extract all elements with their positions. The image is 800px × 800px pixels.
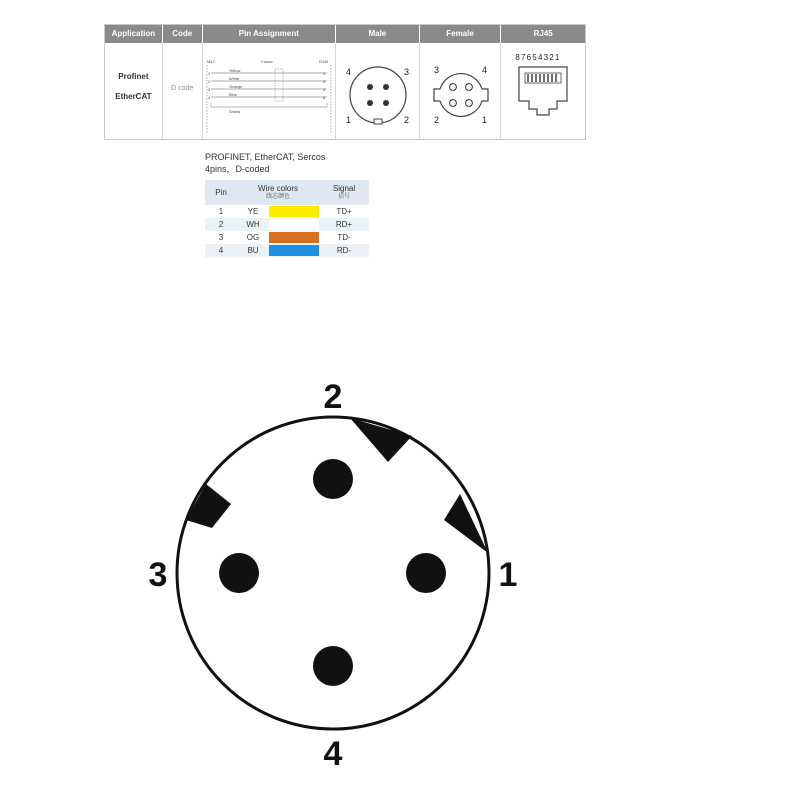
left-pin-1: 1 bbox=[207, 71, 210, 76]
header-wire-cn: 线芯颜色 bbox=[265, 193, 290, 200]
row-signal: TD+ bbox=[319, 205, 369, 218]
protocols-text: PROFINET, EtherCAT, Sercos bbox=[205, 152, 326, 162]
male-label-4: 4 bbox=[346, 67, 352, 77]
pin-label-2: 2 bbox=[323, 378, 343, 416]
header-male: Male bbox=[336, 25, 420, 43]
row-color-code: WH bbox=[237, 218, 269, 231]
pin-label-3: 3 bbox=[148, 556, 168, 594]
row-color-code: BU bbox=[237, 244, 269, 257]
male-label-2: 2 bbox=[404, 115, 410, 125]
pin-2-contact bbox=[313, 459, 353, 499]
left-pin-2: 2 bbox=[207, 79, 210, 84]
wire-label-blue: Blue bbox=[228, 92, 237, 97]
code-cell: D code bbox=[163, 43, 203, 139]
pin-label-4: 4 bbox=[323, 735, 343, 773]
right-pin-6: 6 bbox=[322, 95, 325, 100]
header-pin: Pin bbox=[205, 180, 237, 205]
wire-label-yellow: Yellow bbox=[228, 68, 241, 73]
right-pin-2: 2 bbox=[322, 79, 325, 84]
male-label-3: 3 bbox=[404, 67, 410, 77]
right-pin-3: 3 bbox=[322, 87, 325, 92]
wire-label-white: White bbox=[228, 76, 239, 81]
left-pin-3: 3 bbox=[207, 87, 210, 92]
left-pin-4: 4 bbox=[207, 95, 210, 100]
row-pin: 1 bbox=[205, 205, 237, 218]
row-pin: 3 bbox=[205, 231, 237, 244]
header-code: Code bbox=[163, 25, 203, 43]
header-pin-assignment: Pin Assignment bbox=[203, 25, 336, 43]
pin-3-contact bbox=[219, 553, 259, 593]
right-pin-1: 1 bbox=[322, 71, 325, 76]
header-application: Application bbox=[105, 25, 163, 43]
wire-label-orange: Orange bbox=[228, 84, 242, 89]
application-profinet: Profinet bbox=[118, 72, 149, 81]
header-female: Female bbox=[420, 25, 502, 43]
female-label-3: 3 bbox=[433, 65, 439, 75]
application-ethercat: EtherCAT bbox=[115, 92, 152, 101]
pin-4-contact bbox=[313, 646, 353, 686]
row-signal: TD- bbox=[319, 231, 369, 244]
coding-text: 4pins，D-coded bbox=[205, 164, 270, 174]
pin-label-1: 1 bbox=[498, 556, 518, 594]
row-pin: 2 bbox=[205, 218, 237, 231]
female-label-1: 1 bbox=[481, 115, 487, 125]
wiring-right-label: RJ45 bbox=[318, 59, 328, 64]
row-pin: 4 bbox=[205, 244, 237, 257]
header-rj45: RJ45 bbox=[533, 29, 553, 38]
female-label-4: 4 bbox=[481, 65, 487, 75]
shield-label: Shield bbox=[228, 109, 240, 114]
pin-1-contact bbox=[406, 553, 446, 593]
rj45-pin-numbers: 87654321 bbox=[515, 53, 561, 62]
header-signal-en: Signal bbox=[332, 183, 356, 193]
wiring-middle-label: Colour bbox=[260, 59, 273, 64]
header-wire-en: Wire colors bbox=[257, 183, 298, 193]
row-signal: RD+ bbox=[319, 218, 369, 231]
wiring-left-label: M12 bbox=[206, 59, 215, 64]
female-label-2: 2 bbox=[433, 115, 439, 125]
header-signal-cn: 信号 bbox=[337, 193, 350, 200]
male-label-1: 1 bbox=[346, 115, 352, 125]
row-color-code: OG bbox=[237, 231, 269, 244]
row-signal: RD- bbox=[319, 244, 369, 257]
row-color-code: YE bbox=[237, 205, 269, 218]
